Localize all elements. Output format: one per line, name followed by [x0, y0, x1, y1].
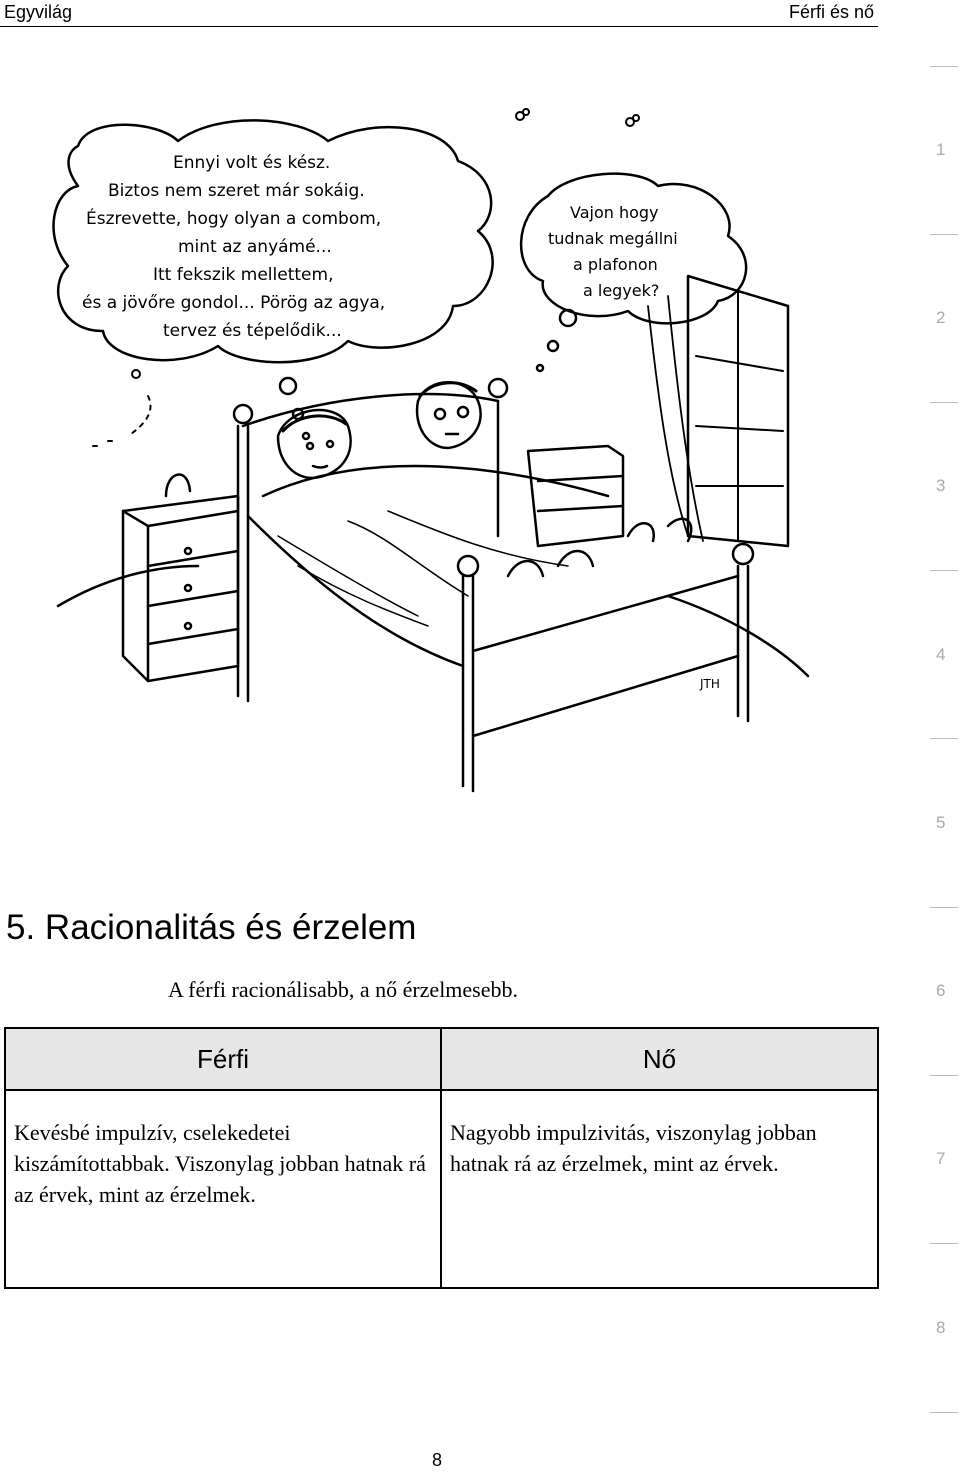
tab-divider — [930, 570, 958, 571]
tab-divider — [930, 1075, 958, 1076]
bubble-right-line-1: Vajon hogy — [570, 203, 659, 222]
bubble-left-line-4: mint az anyámé... — [178, 237, 332, 257]
woman-drawing — [278, 410, 351, 478]
cell-women: Nagyobb impulzivitás, viszonylag jobban hatnak rá az érzelmek, mint az érvek. — [441, 1090, 878, 1288]
tab-divider — [930, 402, 958, 403]
cartoon-signature: JTH — [700, 677, 720, 691]
tab-1: 1 — [936, 140, 946, 159]
chapter-tabs — [928, 0, 960, 1477]
header-title-left: Egyvilág — [4, 2, 73, 22]
tab-divider — [930, 234, 958, 235]
man-drawing — [417, 382, 481, 448]
nightstand-left — [123, 475, 238, 681]
bedroom-cartoon — [48, 96, 816, 796]
header-title-right: Férfi és nő — [788, 2, 874, 22]
window-drawing — [648, 276, 788, 546]
tab-8: 8 — [936, 1318, 946, 1337]
running-header — [0, 0, 878, 27]
tab-divider — [930, 66, 958, 67]
header-women: Nő — [441, 1028, 878, 1090]
bubble-left-line-6: és a jövőre gondol... Pörög az agya, — [82, 293, 386, 313]
bubble-right-line-4: a legyek? — [583, 281, 660, 300]
comparison-table — [4, 1027, 879, 1289]
bubble-right-line-2: tudnak megállni — [548, 229, 678, 248]
tab-6: 6 — [936, 981, 946, 1000]
thought-bubble-right-text — [548, 203, 678, 300]
thought-bubble-left-text — [82, 153, 385, 341]
tab-2: 2 — [936, 308, 946, 327]
tab-divider — [930, 738, 958, 739]
bubble-left-line-7: tervez és tépelődik... — [163, 321, 342, 341]
tab-divider — [930, 907, 958, 908]
bubble-left-line-5: Itt fekszik mellettem, — [153, 265, 334, 285]
cell-men: Kevésbé impulzív, cselekedetei kiszámítottabbak. Viszonylag jobban hatnak rá az érvek, mint az érzelmek. — [5, 1090, 441, 1288]
table-header-row — [5, 1028, 878, 1090]
bubble-left-line-2: Biztos nem szeret már sokáig. — [108, 181, 365, 201]
tab-3: 3 — [936, 476, 946, 495]
bed-drawing — [234, 379, 753, 791]
tab-5: 5 — [936, 813, 946, 832]
tab-4: 4 — [936, 645, 946, 664]
table-row — [5, 1090, 878, 1288]
header-men: Férfi — [5, 1028, 441, 1090]
bubble-right-line-3: a plafonon — [573, 255, 658, 274]
page-number: 8 — [432, 1450, 443, 1470]
bubble-left-line-1: Ennyi volt és kész. — [173, 153, 331, 173]
tab-divider — [930, 1243, 958, 1244]
section-title: 5. Racionalitás és érzelem — [6, 908, 417, 947]
bubble-left-line-3: Észrevette, hogy olyan a combom, — [86, 209, 382, 229]
tab-divider — [930, 1412, 958, 1413]
section-intro: A férfi racionálisabb, a nő érzelmesebb. — [168, 977, 519, 1002]
tab-7: 7 — [936, 1149, 946, 1168]
